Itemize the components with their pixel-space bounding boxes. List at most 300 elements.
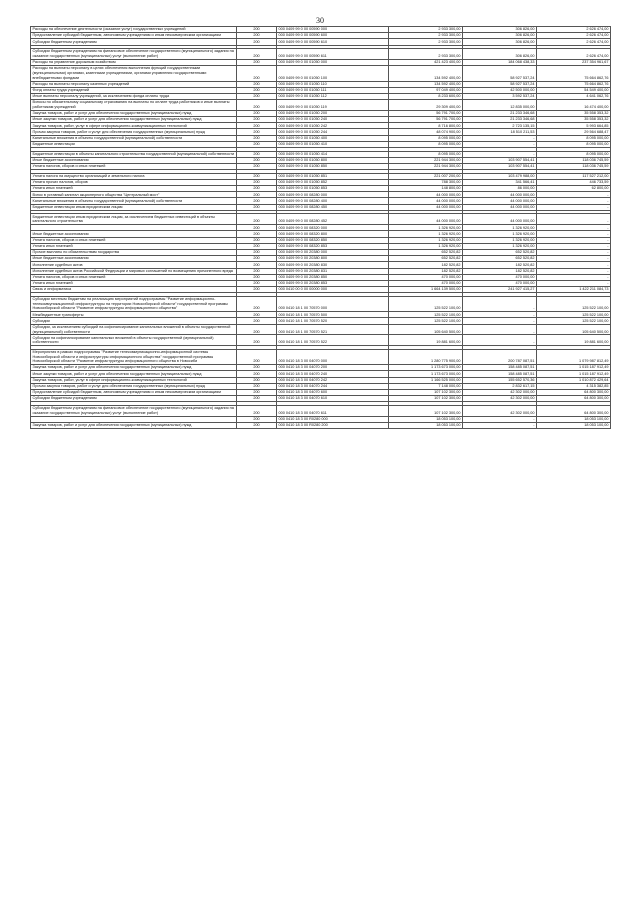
row-admin-code-cell: 200	[237, 324, 277, 335]
row-admin-code-cell: 200	[237, 214, 277, 225]
row-admin-code-cell: 200	[237, 66, 277, 81]
table-row	[31, 249, 611, 255]
row-approved-amount-cell: 8 233 600,00	[389, 93, 463, 99]
row-executed-amount-cell: 184 068 438,33	[463, 59, 537, 65]
row-classification-code-cell: 000 0409 99 0 00 08320 853	[277, 243, 389, 249]
row-name-cell: Иные выплаты персоналу учреждений, за исключением фонда оплаты труда	[31, 93, 237, 99]
row-remaining-amount-cell: 2 626 474,00	[537, 27, 611, 33]
row-name-cell: Фонд оплаты труда учреждений	[31, 87, 237, 93]
row-approved-amount-cell: 1 326 920,00	[389, 225, 463, 231]
row-executed-amount-cell: 42 302 000,00	[463, 405, 537, 416]
table-row	[31, 204, 611, 210]
page-number: 30	[316, 16, 324, 25]
row-executed-amount-cell: 158 485 087,51	[463, 365, 537, 371]
row-executed-amount-cell: -	[463, 151, 537, 157]
row-classification-code-cell: 000 0409 99 0 00 00590 610	[277, 39, 389, 45]
row-remaining-amount-cell: 8 095 000,00	[537, 151, 611, 157]
row-executed-amount-cell: 3 592 537,24	[463, 93, 537, 99]
row-name-cell: Предоставление субсидий бюджетным, автономным учреждениям и иным некоммерческим организациям	[31, 33, 237, 39]
row-approved-amount-cell: 18 053 100,00	[389, 422, 463, 428]
table-row	[31, 27, 611, 33]
row-classification-code-cell: 000 0409 99 0 00 08320 800	[277, 231, 389, 237]
row-name-cell: Иные бюджетные ассигнования	[31, 256, 237, 262]
row-remaining-amount-cell: 64 800 300,00	[537, 389, 611, 395]
row-approved-amount-cell: 1 326 920,00	[389, 237, 463, 243]
row-executed-amount-cell: 470 000,00	[463, 280, 537, 286]
row-executed-amount-cell: 158 485 087,51	[463, 371, 537, 377]
row-admin-code-cell: 200	[237, 335, 277, 346]
row-classification-code-cell: 000 0409 99 0 00 01050 244	[277, 129, 389, 135]
table-row	[31, 405, 611, 416]
row-remaining-amount-cell: -	[537, 204, 611, 210]
table-row	[31, 49, 611, 60]
row-classification-code-cell: 000 0409 99 0 00 01050 400	[277, 135, 389, 141]
table-row	[31, 192, 611, 198]
row-classification-code-cell: 000 0409 99 0 00 08280 400	[277, 198, 389, 204]
row-classification-code-cell: 000 0410 18 3 00 04070 240	[277, 371, 389, 377]
row-name-cell: Бюджетные инвестиции иным юридическим лицам	[31, 204, 237, 210]
row-name-cell: Уплата налогов, сборов и иных платежей	[31, 237, 237, 243]
table-row	[31, 66, 611, 81]
row-remaining-amount-cell: 1 015 187 912,49	[537, 365, 611, 371]
row-approved-amount-cell: 182 520,82	[389, 262, 463, 268]
row-admin-code-cell: 200	[237, 151, 277, 157]
row-remaining-amount-cell: 75 664 862,76	[537, 66, 611, 81]
table-row	[31, 383, 611, 389]
row-admin-code-cell: 200	[237, 81, 277, 87]
row-remaining-amount-cell: 5 993 664,85	[537, 123, 611, 129]
row-executed-amount-cell: 42 302 000,00	[463, 396, 537, 402]
row-name-cell: Уплата налога на имущество организаций и земельного налога	[31, 173, 237, 179]
row-classification-code-cell: 000 0409 99 0 00 20380 850	[277, 274, 389, 280]
row-name-cell: Уплата иных платежей	[31, 243, 237, 249]
table-row	[31, 129, 611, 135]
row-remaining-amount-cell: 35 558 353,32	[537, 110, 611, 116]
table-row	[31, 198, 611, 204]
row-executed-amount-cell: 42 302 000,00	[463, 389, 537, 395]
row-classification-code-cell: 000 0410 18 3 00 R0280 000	[277, 416, 389, 422]
row-remaining-amount-cell: -	[537, 256, 611, 262]
table-row	[31, 377, 611, 383]
row-approved-amount-cell: 44 000 000,00	[389, 198, 463, 204]
row-executed-amount-cell: 42 500 000,00	[463, 87, 537, 93]
row-classification-code-cell: 000 0410 00 0 00 00000 000	[277, 287, 389, 293]
row-executed-amount-cell: -	[463, 324, 537, 335]
row-executed-amount-cell: -	[463, 416, 537, 422]
row-admin-code-cell: 200	[237, 39, 277, 45]
row-approved-amount-cell: 8 095 000,00	[389, 151, 463, 157]
row-classification-code-cell: 000 0409 99 0 00 01050 410	[277, 141, 389, 147]
row-classification-code-cell: 000 0410 18 3 00 04070 611	[277, 405, 389, 416]
row-remaining-amount-cell: 2 626 474,00	[537, 49, 611, 60]
row-remaining-amount-cell: -	[537, 274, 611, 280]
row-name-cell: Прочие выплаты по обязательствам государства	[31, 249, 237, 255]
row-executed-amount-cell: 200 787 087,51	[463, 349, 537, 364]
row-admin-code-cell: 200	[237, 198, 277, 204]
row-admin-code-cell: 200	[237, 377, 277, 383]
row-executed-amount-cell: -	[463, 135, 537, 141]
row-admin-code-cell: 200	[237, 186, 277, 192]
row-approved-amount-cell: 1 173 673 000,00	[389, 365, 463, 371]
row-classification-code-cell: 000 0409 99 0 00 01050 200	[277, 110, 389, 116]
row-executed-amount-cell: 12 835 000,00	[463, 100, 537, 111]
row-approved-amount-cell: 2 933 300,00	[389, 39, 463, 45]
table-row	[31, 100, 611, 111]
row-approved-amount-cell: 148 800,00	[389, 186, 463, 192]
table-row	[31, 371, 611, 377]
row-executed-amount-cell: -	[463, 335, 537, 346]
table-row	[31, 173, 611, 179]
row-name-cell: Прочая закупка товаров, работ и услуг для обеспечения государственных (муниципальных) нужд	[31, 129, 237, 135]
row-admin-code-cell: 200	[237, 192, 277, 198]
row-remaining-amount-cell: -	[537, 225, 611, 231]
row-admin-code-cell: 200	[237, 405, 277, 416]
row-name-cell: Уплата иных платежей	[31, 186, 237, 192]
row-admin-code-cell: 200	[237, 318, 277, 324]
row-remaining-amount-cell: 4 641 062,76	[537, 93, 611, 99]
row-executed-amount-cell: 652 520,82	[463, 256, 537, 262]
row-executed-amount-cell: 306 826,00	[463, 39, 537, 45]
row-remaining-amount-cell: 18 053 100,00	[537, 416, 611, 422]
row-classification-code-cell: 000 0409 99 0 00 01050 112	[277, 93, 389, 99]
row-classification-code-cell: 000 0410 18 1 00 70570 000	[277, 296, 389, 311]
row-classification-code-cell: 000 0410 18 1 00 70570 521	[277, 324, 389, 335]
row-executed-amount-cell: 103 479 988,00	[463, 173, 537, 179]
row-classification-code-cell: 000 0409 99 0 00 01050 242	[277, 123, 389, 129]
row-classification-code-cell: 000 0409 99 0 00 01050 414	[277, 151, 389, 157]
row-approved-amount-cell: 107 102 300,00	[389, 396, 463, 402]
row-classification-code-cell: 000 0410 18 3 00 04070 200	[277, 365, 389, 371]
row-name-cell: Субсидии	[31, 318, 237, 324]
row-remaining-amount-cell: 16 474 400,00	[537, 100, 611, 111]
table-row	[31, 93, 611, 99]
row-classification-code-cell: 000 0410 18 1 00 70570 522	[277, 335, 389, 346]
row-name-cell: Бюджетные инвестиции иным юридическим лицам, за исключением бюджетных инвестиций в объекты капитального строительства	[31, 214, 237, 225]
row-classification-code-cell: 000 0410 18 3 00 04070 610	[277, 396, 389, 402]
row-approved-amount-cell: 44 000 000,00	[389, 214, 463, 225]
row-admin-code-cell: 200	[237, 100, 277, 111]
row-admin-code-cell: 200	[237, 179, 277, 185]
row-remaining-amount-cell: 1 079 987 812,49	[537, 349, 611, 364]
row-approved-amount-cell: 105 640 500,00	[389, 324, 463, 335]
table-row	[31, 349, 611, 364]
row-classification-code-cell: 000 0409 99 0 00 01050 853	[277, 186, 389, 192]
row-name-cell: Закупка товаров, работ и услуг для обеспечения государственных (муниципальных) нужд	[31, 365, 237, 371]
row-classification-code-cell: 000 0410 18 3 00 04070 244	[277, 383, 389, 389]
row-admin-code-cell: 200	[237, 280, 277, 286]
row-admin-code-cell: 200	[237, 225, 277, 231]
row-admin-code-cell: 200	[237, 371, 277, 377]
row-remaining-amount-cell: 117 527 212,00	[537, 173, 611, 179]
row-executed-amount-cell: 86 000,00	[463, 186, 537, 192]
row-classification-code-cell: 000 0409 99 0 00 01050 850	[277, 163, 389, 169]
row-classification-code-cell: 000 0409 99 0 00 00590 600	[277, 33, 389, 39]
row-classification-code-cell: 000 0409 99 0 00 20380 800	[277, 256, 389, 262]
row-executed-amount-cell: -	[463, 312, 537, 318]
table-row	[31, 422, 611, 428]
row-name-cell: Закупка товаров, работ и услуг для обеспечения государственных (муниципальных) нужд	[31, 110, 237, 116]
row-admin-code-cell: 200	[237, 163, 277, 169]
row-remaining-amount-cell: -	[537, 198, 611, 204]
row-name-cell: Уплата налогов, сборов и иных платежей	[31, 163, 237, 169]
row-executed-amount-cell: 182 520,82	[463, 262, 537, 268]
row-executed-amount-cell: 1 326 920,00	[463, 237, 537, 243]
row-name-cell: Связь и информатика	[31, 287, 237, 293]
table-row	[31, 296, 611, 311]
row-remaining-amount-cell: 118 036 745,59	[537, 157, 611, 163]
row-approved-amount-cell: 18 053 100,00	[389, 416, 463, 422]
row-classification-code-cell: 000 0410 18 3 00 04070 600	[277, 389, 389, 395]
row-name-cell: Иные закупки товаров, работ и услуг для обеспечения государственных (муниципальных) нужд	[31, 371, 237, 377]
table-row	[31, 81, 611, 87]
row-admin-code-cell: 200	[237, 268, 277, 274]
row-admin-code-cell: 200	[237, 365, 277, 371]
row-remaining-amount-cell: 1 422 211 084,73	[537, 287, 611, 293]
row-approved-amount-cell: 7 148 000,00	[389, 383, 463, 389]
row-name-cell: Прочая закупка товаров, работ и услуг для обеспечения государственных (муниципальных) нужд	[31, 383, 237, 389]
row-admin-code-cell: 200	[237, 383, 277, 389]
row-approved-amount-cell: 1 326 920,00	[389, 243, 463, 249]
row-approved-amount-cell: 125 522 100,00	[389, 318, 463, 324]
row-remaining-amount-cell: 125 522 100,00	[537, 296, 611, 311]
row-name-cell: Исполнение судебных актов Российской Федерации и мировых соглашений по возмещению причиненного вреда	[31, 268, 237, 274]
row-classification-code-cell: 000 0409 99 0 00 01050 000	[277, 59, 389, 65]
row-remaining-amount-cell: 64 800 300,00	[537, 405, 611, 416]
row-remaining-amount-cell: 237 354 961,67	[537, 59, 611, 65]
row-classification-code-cell: 000 0409 99 0 00 08280 000	[277, 192, 389, 198]
row-approved-amount-cell: 8 095 000,00	[389, 135, 463, 141]
row-executed-amount-cell: 182 520,82	[463, 268, 537, 274]
row-name-cell: Исполнение судебных актов	[31, 262, 237, 268]
row-classification-code-cell: 000 0410 18 3 00 04070 242	[277, 377, 389, 383]
row-executed-amount-cell: 44 000 000,00	[463, 192, 537, 198]
row-name-cell: Иные бюджетные ассигнования	[31, 157, 237, 163]
row-classification-code-cell: 000 0409 99 0 00 01050 110	[277, 81, 389, 87]
row-classification-code-cell: 000 0409 99 0 00 00590 000	[277, 27, 389, 33]
row-remaining-amount-cell: 4 315 382,85	[537, 383, 611, 389]
table-row	[31, 389, 611, 395]
row-admin-code-cell: 200	[237, 129, 277, 135]
row-executed-amount-cell: 1 326 920,00	[463, 243, 537, 249]
row-remaining-amount-cell: 8 095 000,00	[537, 135, 611, 141]
row-admin-code-cell: 200	[237, 349, 277, 364]
row-remaining-amount-cell: 62 800,00	[537, 186, 611, 192]
row-remaining-amount-cell: 125 522 100,00	[537, 318, 611, 324]
row-approved-amount-cell: 56 791 700,00	[389, 110, 463, 116]
row-admin-code-cell: 200	[237, 93, 277, 99]
row-classification-code-cell: 000 0409 99 0 00 08280 450	[277, 204, 389, 210]
row-approved-amount-cell: 1 173 673 000,00	[389, 371, 463, 377]
row-name-cell: Расходы на выплаты персоналу казенных учреждений	[31, 81, 237, 87]
row-admin-code-cell: 200	[237, 204, 277, 210]
row-approved-amount-cell: 44 000 000,00	[389, 204, 463, 210]
row-name-cell: Расходы на выплаты персоналу в целях обеспечения выполнения функций государственными (муниципальными) органами, казенными учреждениями, органами управления государственными внебюджетными фондами	[31, 66, 237, 81]
row-approved-amount-cell: 19 881 600,00	[389, 335, 463, 346]
row-admin-code-cell: 200	[237, 312, 277, 318]
row-name-cell: Уплата налогов, сборов и иных платежей	[31, 274, 237, 280]
row-classification-code-cell: 000 0409 99 0 00 20380 853	[277, 280, 389, 286]
row-approved-amount-cell: 97 049 400,00	[389, 87, 463, 93]
row-executed-amount-cell: 18 510 211,53	[463, 129, 537, 135]
row-remaining-amount-cell: 2 626 474,00	[537, 39, 611, 45]
row-executed-amount-cell: 470 000,00	[463, 274, 537, 280]
row-name-cell: Уплата прочих налогов, сборов	[31, 179, 237, 185]
row-classification-code-cell: 000 0409 99 0 00 08320 850	[277, 237, 389, 243]
row-classification-code-cell: 000 0409 99 0 00 01050 100	[277, 66, 389, 81]
row-name-cell: Субсидии бюджетным учреждениям на финансовое обеспечение государственного (муниципального) задания на оказание государственных (муниципальных) услуг (выполнение работ)	[31, 49, 237, 60]
table-row	[31, 110, 611, 116]
row-approved-amount-cell: 2 933 300,00	[389, 33, 463, 39]
row-classification-code-cell: 000 0409 99 0 00 08320 000	[277, 225, 389, 231]
row-admin-code-cell: 200	[237, 157, 277, 163]
table-row	[31, 324, 611, 335]
row-name-cell: Взносы по обязательному социальному страхованию на выплаты по оплате труда работников и иные выплаты работникам учреждений	[31, 100, 237, 111]
budget-table-body	[31, 27, 611, 429]
row-name-cell: Мероприятия в рамках подпрограммы "Развитие телекоммуникационно-информационной системы Новосибирской области и инфраструктуры информационного общества" государственной программы Новосибирской области "Развитие инфраструктуры информационного общества в Новосиби	[31, 349, 237, 364]
row-executed-amount-cell: 155 652 570,36	[463, 377, 537, 383]
row-classification-code-cell: 000 0410 18 1 00 70570 500	[277, 312, 389, 318]
row-admin-code-cell: 200	[237, 422, 277, 428]
row-name-cell: Уплата иных платежей	[31, 280, 237, 286]
row-remaining-amount-cell: 1 015 187 912,49	[537, 371, 611, 377]
row-remaining-amount-cell: 2 626 474,00	[537, 33, 611, 39]
row-approved-amount-cell: 1 166 525 000,00	[389, 377, 463, 383]
row-remaining-amount-cell: 35 558 353,32	[537, 117, 611, 123]
row-executed-amount-cell: 2 832 617,15	[463, 383, 537, 389]
row-admin-code-cell: 200	[237, 49, 277, 60]
table-row	[31, 117, 611, 123]
row-classification-code-cell: 000 0409 99 0 00 20380 000	[277, 249, 389, 255]
row-approved-amount-cell: 182 520,82	[389, 268, 463, 274]
row-approved-amount-cell: 8 095 000,00	[389, 141, 463, 147]
row-executed-amount-cell: 44 000 000,00	[463, 204, 537, 210]
row-executed-amount-cell: 1 326 920,00	[463, 225, 537, 231]
row-name-cell: Расходы на обеспечение деятельности (оказание услуг) государственных учреждений	[31, 27, 237, 33]
row-executed-amount-cell: 306 826,00	[463, 49, 537, 60]
row-name-cell: Капитальные вложения в объекты государственной (муниципальной) собственности	[31, 198, 237, 204]
row-approved-amount-cell: 652 520,82	[389, 249, 463, 255]
row-remaining-amount-cell: 8 095 000,00	[537, 141, 611, 147]
row-name-cell: Бюджетные инвестиции в объекты капитального строительства государственной (муниципальной) собственности	[31, 151, 237, 157]
row-remaining-amount-cell: -	[537, 249, 611, 255]
row-classification-code-cell: 000 0410 18 3 00 04070 000	[277, 349, 389, 364]
row-remaining-amount-cell: 446 733,59	[537, 179, 611, 185]
row-remaining-amount-cell: 118 036 745,59	[537, 163, 611, 169]
row-executed-amount-cell: 103 907 554,41	[463, 163, 537, 169]
row-admin-code-cell: 200	[237, 389, 277, 395]
row-admin-code-cell: 200	[237, 33, 277, 39]
row-name-cell: Иные закупки товаров, работ и услуг для обеспечения государственных (муниципальных) нужд	[31, 117, 237, 123]
table-row	[31, 214, 611, 225]
row-approved-amount-cell: 48 074 900,00	[389, 129, 463, 135]
row-name-cell: Расходы на управление дорожным хозяйством	[31, 59, 237, 65]
row-classification-code-cell: 000 0409 99 0 00 20380 830	[277, 262, 389, 268]
row-executed-amount-cell: 103 907 554,41	[463, 157, 537, 163]
row-remaining-amount-cell: 54 549 400,00	[537, 87, 611, 93]
row-classification-code-cell: 000 0410 18 3 00 R0280 200	[277, 422, 389, 428]
row-classification-code-cell: 000 0409 99 0 00 01050 119	[277, 100, 389, 111]
row-approved-amount-cell: 1 280 775 900,00	[389, 349, 463, 364]
row-admin-code-cell: 200	[237, 416, 277, 422]
row-executed-amount-cell: 44 000 000,00	[463, 198, 537, 204]
row-approved-amount-cell: 125 522 100,00	[389, 312, 463, 318]
row-admin-code-cell: 200	[237, 262, 277, 268]
row-approved-amount-cell: 44 000 000,00	[389, 192, 463, 198]
row-admin-code-cell: 200	[237, 287, 277, 293]
row-approved-amount-cell: 1 664 139 500,00	[389, 287, 463, 293]
table-row	[31, 365, 611, 371]
row-admin-code-cell: 200	[237, 59, 277, 65]
row-name-cell: Субсидии бюджетным учреждениям	[31, 39, 237, 45]
row-remaining-amount-cell: 75 664 862,76	[537, 81, 611, 87]
row-admin-code-cell: 200	[237, 27, 277, 33]
row-name-cell: Субсидии на софинансирование капитальных вложений в объекты государственной (муниципальной) собственности	[31, 335, 237, 346]
row-executed-amount-cell: 21 233 346,68	[463, 117, 537, 123]
row-approved-amount-cell: 134 592 400,00	[389, 66, 463, 81]
row-classification-code-cell: 000 0409 99 0 00 01050 111	[277, 87, 389, 93]
table-row	[31, 335, 611, 346]
row-name-cell: Межбюджетные трансферты	[31, 312, 237, 318]
row-classification-code-cell: 000 0409 99 0 00 08280 452	[277, 214, 389, 225]
row-remaining-amount-cell: 1 010 872 429,64	[537, 377, 611, 383]
row-admin-code-cell: 200	[237, 231, 277, 237]
row-name-cell: Закупка товаров, работ и услуг для обеспечения государственных (муниципальных) нужд	[31, 422, 237, 428]
row-approved-amount-cell: 2 933 300,00	[389, 27, 463, 33]
row-classification-code-cell: 000 0409 99 0 00 20380 831	[277, 268, 389, 274]
row-name-cell: Взнос в уставный капитал акционерного общества "Центральный мост"	[31, 192, 237, 198]
row-name-cell: Закупка товаров, работ, услуг в сфере информационно-коммуникационных технологий	[31, 123, 237, 129]
row-executed-amount-cell: 1 326 920,00	[463, 231, 537, 237]
row-remaining-amount-cell: -	[537, 214, 611, 225]
row-approved-amount-cell: 470 000,00	[389, 274, 463, 280]
row-name-cell: Капитальные вложения в объекты государственной (муниципальной) собственности	[31, 135, 237, 141]
row-admin-code-cell: 200	[237, 296, 277, 311]
row-executed-amount-cell: -	[463, 141, 537, 147]
budget-table	[30, 26, 611, 429]
row-approved-amount-cell: 1 326 920,00	[389, 231, 463, 237]
row-admin-code-cell: 200	[237, 256, 277, 262]
row-approved-amount-cell: 421 423 400,00	[389, 59, 463, 65]
row-approved-amount-cell: 2 933 300,00	[389, 49, 463, 60]
table-row	[31, 268, 611, 274]
row-admin-code-cell: 200	[237, 141, 277, 147]
row-executed-amount-cell: -	[463, 296, 537, 311]
row-executed-amount-cell: 2 723 135,15	[463, 123, 537, 129]
row-executed-amount-cell: 58 927 537,24	[463, 81, 537, 87]
row-admin-code-cell: 200	[237, 123, 277, 129]
row-remaining-amount-cell: 19 881 600,00	[537, 335, 611, 346]
row-executed-amount-cell: 306 826,00	[463, 27, 537, 33]
row-name-cell: Субсидии местным бюджетам на реализацию мероприятий подпрограммы "Развитие информационно-телекоммуникационной инфраструктуры на территории Новосибирской области" государственной программы Новосибирской области "Развитие инфраструктуры информационного общества"	[31, 296, 237, 311]
row-approved-amount-cell: 8 716 800,00	[389, 123, 463, 129]
row-admin-code-cell: 200	[237, 396, 277, 402]
row-remaining-amount-cell: -	[537, 192, 611, 198]
row-approved-amount-cell: 788 300,00	[389, 179, 463, 185]
row-approved-amount-cell: 652 520,82	[389, 256, 463, 262]
row-admin-code-cell: 200	[237, 117, 277, 123]
row-classification-code-cell: 000 0409 99 0 00 01050 800	[277, 157, 389, 163]
row-executed-amount-cell: -	[463, 422, 537, 428]
row-approved-amount-cell: 221 944 300,00	[389, 163, 463, 169]
row-remaining-amount-cell: -	[537, 262, 611, 268]
table-row	[31, 123, 611, 129]
row-executed-amount-cell: 341 566,41	[463, 179, 537, 185]
row-classification-code-cell: 000 0409 99 0 00 01050 852	[277, 179, 389, 185]
row-name-cell: Предоставление субсидий бюджетным, автономным учреждениям и иным некоммерческим организациям	[31, 389, 237, 395]
row-approved-amount-cell: 125 522 100,00	[389, 296, 463, 311]
row-remaining-amount-cell: -	[537, 231, 611, 237]
row-admin-code-cell: 200	[237, 87, 277, 93]
